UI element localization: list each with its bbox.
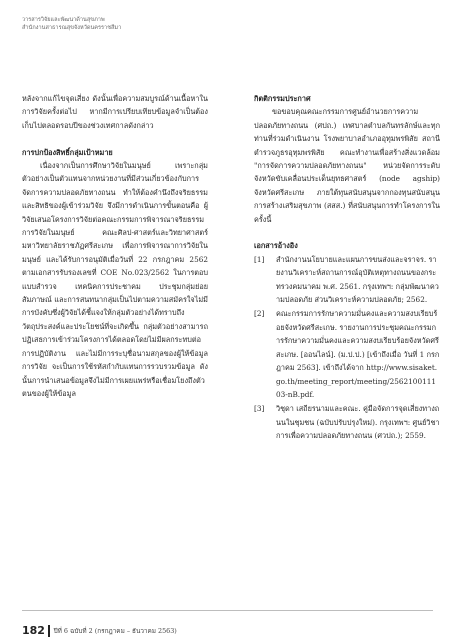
reference-number: [2] [254,309,265,319]
reference-item [254,402,440,442]
right-column [254,92,440,444]
footer-separator [48,625,50,637]
page-footer [22,624,177,637]
references-heading: เอกสารอ้างอิง [254,241,298,251]
journal-header [22,16,121,32]
ethics-heading: การปกป้องสิทธิ์กลุ่มเป้าหมาย [22,147,113,157]
intro-paragraph: หลังจากแก้ไขจุดเสี่ยง ดังนั้นเพื่อความสมบูรณ์ด้านเนื้อหาใน การวิจัยครั้งต่อไป หากมีการเปรียบเทียบข้อมูลจำเป็นต้องเก็บไปตลอดรอบปีของช่วงเทศกาลดังกล่าว [22,94,208,130]
reference-item [254,253,440,307]
issue-info: ปีที่ 6 ฉบับที่ 2 (กรกฎาคม – ธันวาคม 2563) [53,626,177,635]
reference-text: วิชุดา เสถียรนามและคณะ. คู่มือจัดการจุดเสี่ยงทางถนนในชุมชน (ฉบับปรับปรุงใหม่). กรุงเทพฯ: ศูนย์วิชาการเพื่อความปลอดภัยทางถนน (ศวปถ.); 2559. [276,404,440,441]
reference-text: สำนักงานนโยบายและแผนการขนส่งและจราจร. รายงานวิเคราะห์สถานการณ์อุบัติเหตุทางถนนของกระทรวงคมนาคม พ.ศ. 2561. กรุงเทพฯ: กลุ่มพัฒนาความปลอดภัย ส่วนวิเคราะห์ความปลอดภัย; 2562. [276,254,439,305]
acknowledgement-paragraph: ขอขอบคุณคณะกรรมการศูนย์อำนวยการความปลอดภัยทางถนน (ศปถ.) เทศบาลตำบลกันทรลักษ์และทุกท่านที่ร่วมดำเนินงาน โรงพยาบาลอำเภออุทุมพรพิสัย สถานีตำรวจภูธรอุทุมพรพิสัย คณะทำงานเพื่อสร้างสิ่งแวดล้อม "การจัดการความปลอดภัยทางถนน" หน่วยจัดการระดับจังหวัดขับเคลื่อนประเด็นยุทธศาสตร์ (node agship) จังหวัดศรีสะเกษ ภายใต้ทุนสนับสนุนจากกองทุนสนับสนุนการสร้างเสริมสุขภาพ (สสส.) ที่สนับสนุนการทำโครงการในครั้งนี้ [254,107,440,224]
acknowledgement-heading: กิตติกรรมประกาศ [254,94,311,103]
page-number: 182 [22,624,45,637]
left-column [22,92,208,414]
reference-list [254,253,440,443]
ethics-paragraph: เนื่องจากเป็นการศึกษาวิจัยในมนุษย์ เพราะกลุ่มตัวอย่างเป็นตัวแทนจากหน่วยงานที่มีส่วนเกี่ยวข้องกับการจัดการความปลอดภัยทางถนน ทำให้ต้องคำนึงถึงจริยธรรมและสิทธิของผู้เข้าร่วมวิจัย จึงมีการดำเนินการขั้นตอนคือ ผู้วิจัยเสนอโครงการวิจัยต่อคณะกรรมการพิจารณาจริยธรรมการวิจัยในมนุษย์ คณะศิลป-ศาสตร์และวิทยาศาสตร์ มหาวิทยาลัยราชภัฏศรีสะเกษ เพื่อการพิจารณาการวิจัยในมนุษย์ และได้รับการอนุมัติเมื่อวันที่ 22 กรกฎาคม 2562 ตามเอกสารรับรองเลขที่ COE No.023/2562 ในการตอบแบบสำรวจ เทคนิคการประชาคม ประชุมกลุ่มย่อย สัมภาษณ์ และการสนทนากลุ่มเป็นไปตามความสมัครใจไม่มีการบังคับซึ่งผู้วิจัยได้ชี้แจงให้กลุ่มตัวอย่างได้ทราบถึงวัตถุประสงค์และประโยชน์ที่จะเกิดขึ้น กลุ่มตัวอย่างสามารถปฏิเสธการเข้าร่วมโครงการได้ตลอดโดยไม่มีผลกระทบต่อการปฏิบัติงาน และไม่มีการระบุชื่อนามสกุลของผู้ให้ข้อมูลการวิจัย จะเป็นการใช้รหัสกำกับแทนการรวบรวมข้อมูล ดังนั้นการนำเสนอข้อมูลจึงไม่มีการเผยแพร่หรือเชื่อมโยงถึงตัวตนของผู้ให้ข้อมูล [22,161,208,398]
journal-title-line-2: สำนักงานสาธารณสุขจังหวัดนครราชสีมา [22,25,122,31]
journal-title-line-1: วารสารวิจัยและพัฒนาด้านสุขภาพ [22,17,105,23]
reference-item [254,307,440,401]
reference-number: [3] [254,404,265,414]
footer-divider [22,610,433,611]
reference-text: คณะกรรมการรักษาความมั่นคงและความสงบเรียบร้อยจังหวัดศรีสะเกษ. รายงานการประชุมคณะกรรมการรักษาความมั่นคงและความสงบเรียบร้อยจังหวัดศรีสะเกษ. [ออนไลน์]. (ม.ป.ป.) [เข้าถึงเมื่อ วันที่ 1 กรกฎาคม 2563]. เข้าถึงได้จาก http://www.sisaket.go.th/meeting_report/meeting/256210011103-nB.pdf. [276,309,440,399]
reference-number: [1] [254,254,265,264]
